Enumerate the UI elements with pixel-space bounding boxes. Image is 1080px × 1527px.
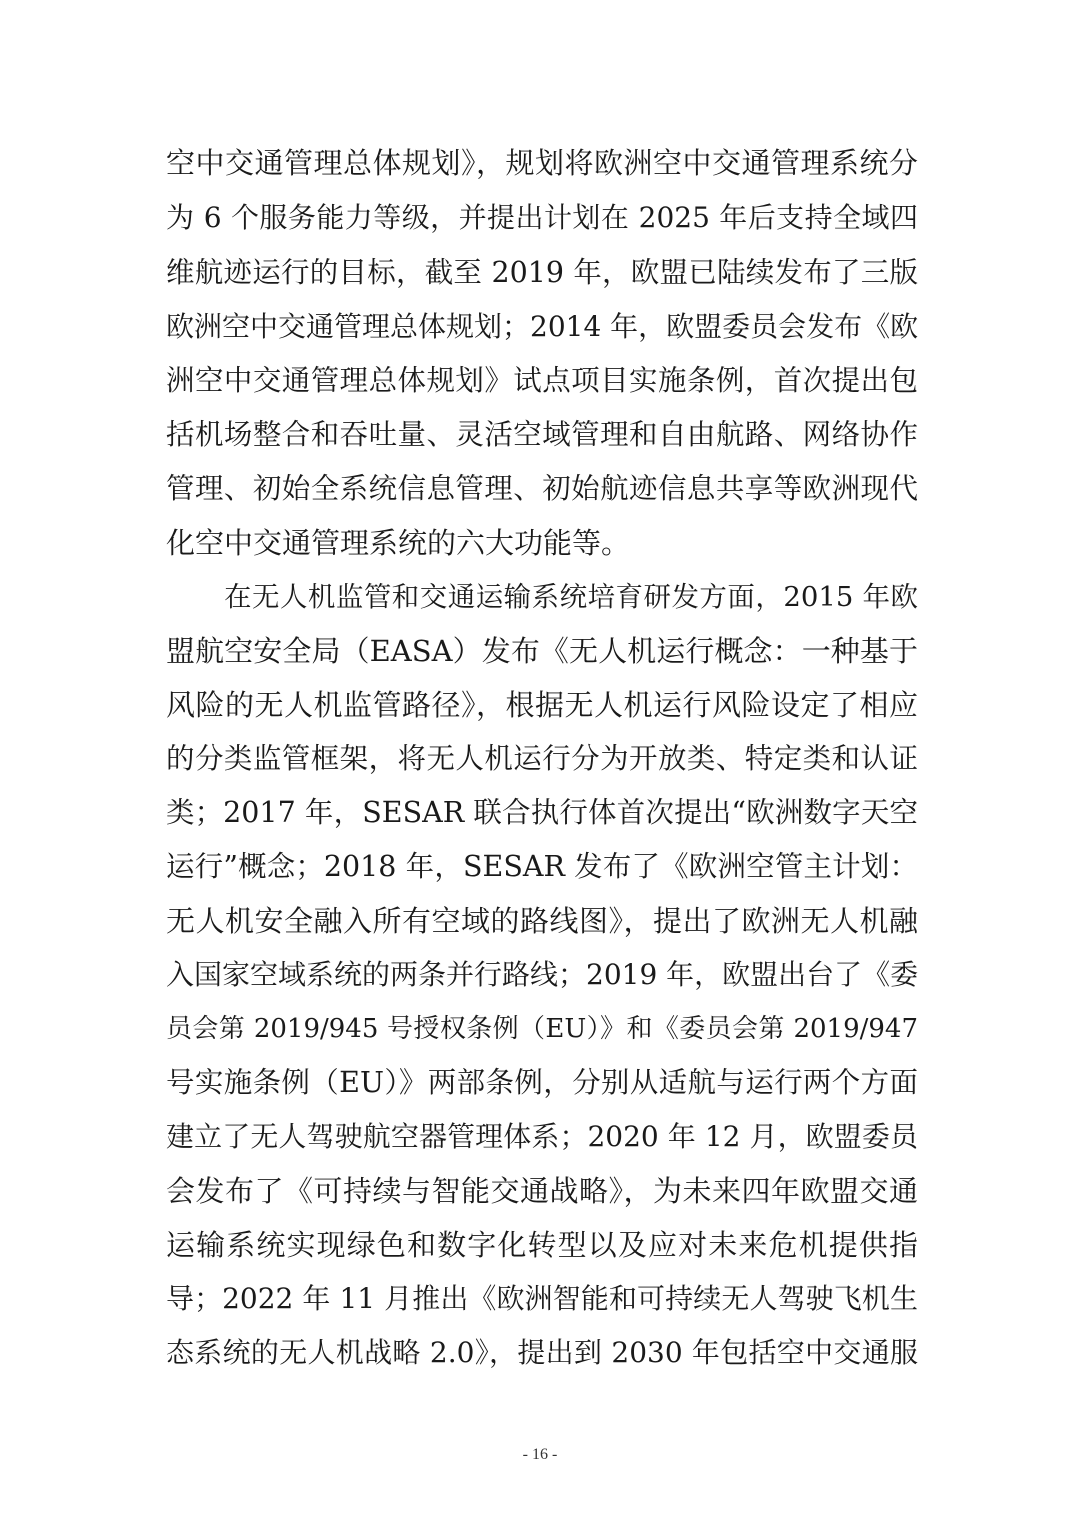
text-line: 在无人机监管和交通运输系统培育研发方面，2015 年欧	[224, 581, 918, 613]
text-line: 号实施条例（EU）》两部条例，分别从适航与运行两个方面	[166, 1066, 918, 1099]
text-line: 的分类监管框架，将无人机运行分为开放类、特定类和认证	[166, 742, 918, 775]
text-line: 类；2017 年，SESAR 联合执行体首次提出“欧洲数字天空	[166, 796, 918, 829]
text-line: 入国家空域系统的两条并行路线；2019 年，欧盟出台了《委	[166, 958, 919, 991]
page-number: - 16 -	[522, 1446, 558, 1463]
text-line: 会发布了《可持续与智能交通战略》，为未来四年欧盟交通	[166, 1174, 918, 1208]
text-line: 欧洲空中交通管理总体规划；2014 年，欧盟委员会发布《欧	[166, 310, 919, 343]
text-line: 运行”概念；2018 年，SESAR 发布了《欧洲空管主计划：	[166, 850, 918, 883]
text-line: 空中交通管理总体规划》，规划将欧洲空中交通管理系统分	[166, 146, 918, 180]
text-line: 员会第 2019/945 号授权条例（EU）》和《委员会第 2019/947	[166, 1014, 918, 1044]
text-line: 态系统的无人机战略 2.0》，提出到 2030 年包括空中交通服	[166, 1336, 918, 1369]
text-line: 建立了无人驾驶航空器管理体系；2020 年 12 月，欧盟委员	[166, 1120, 918, 1153]
text-line: 化空中交通管理系统的六大功能等。	[166, 526, 631, 560]
text-line: 为 6 个服务能力等级，并提出计划在 2025 年后支持全域四	[166, 201, 918, 234]
text-line: 导；2022 年 11 月推出《欧洲智能和可持续无人驾驶飞机生	[166, 1282, 918, 1315]
text-line: 管理、初始全系统信息管理、初始航迹信息共享等欧洲现代	[166, 472, 918, 505]
text-line: 维航迹运行的目标，截至 2019 年，欧盟已陆续发布了三版	[166, 256, 918, 289]
text-line: 洲空中交通管理总体规划》试点项目实施条例，首次提出包	[166, 364, 918, 397]
text-line: 无人机安全融入所有空域的路线图》，提出了欧洲无人机融	[166, 904, 918, 938]
text-line: 风险的无人机监管路径》，根据无人机运行风险设定了相应	[166, 688, 918, 722]
text-line: 括机场整合和吞吐量、灵活空域管理和自由航路、网络协作	[166, 418, 918, 451]
text-line: 盟航空安全局（EASA）发布《无人机运行概念：一种基于	[166, 634, 918, 668]
text-line: 运输系统实现绿色和数字化转型以及应对未来危机提供指	[166, 1228, 918, 1262]
